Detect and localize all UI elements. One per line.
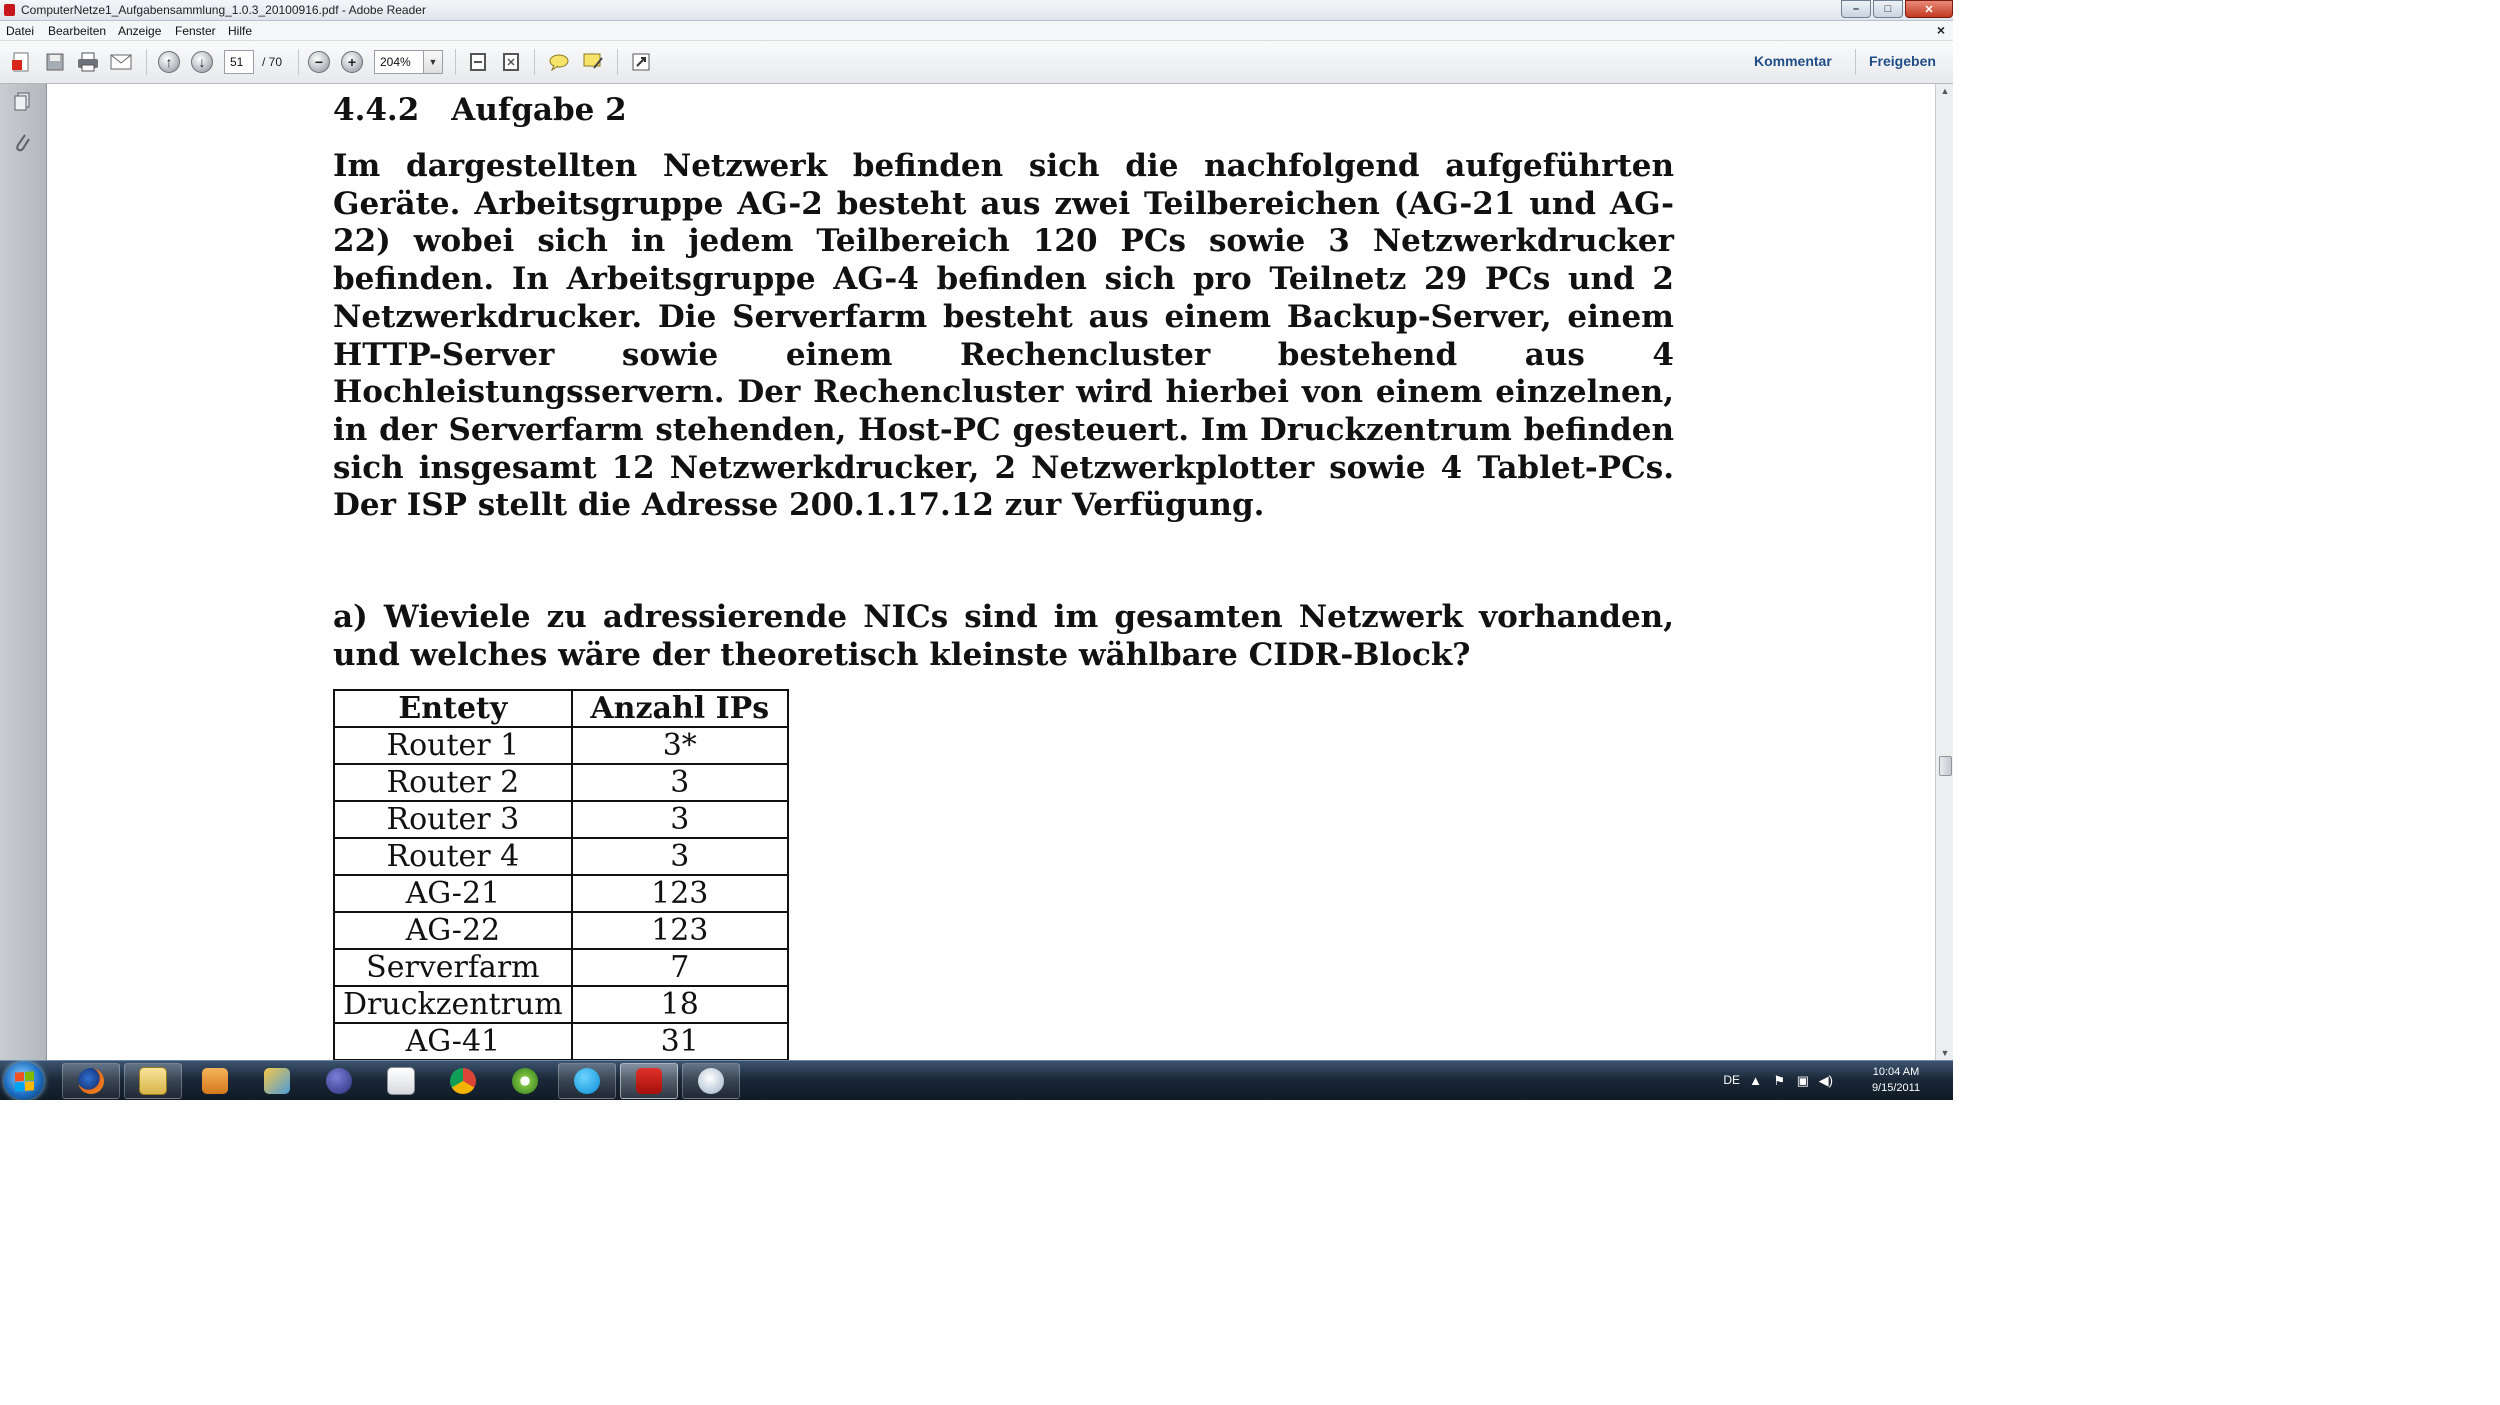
scrollbar-thumb[interactable] — [1939, 756, 1952, 776]
window-controls — [1839, 0, 1953, 18]
taskbar-document-app[interactable] — [372, 1063, 430, 1099]
start-button[interactable] — [4, 1062, 44, 1100]
table-cell: 3 — [572, 838, 788, 875]
taskbar-chrome[interactable] — [434, 1063, 492, 1099]
table-row — [334, 801, 788, 838]
windows-taskbar — [0, 1060, 1953, 1100]
scroll-up-icon[interactable]: ▲ — [1940, 86, 1950, 96]
table-cell: Router 2 — [334, 764, 572, 801]
table-cell: AG-41 — [334, 1023, 572, 1060]
window-title: ComputerNetze1_Aufgabensammlung_1.0.3_20100916.pdf - Adobe Reader — [21, 3, 426, 17]
table-cell: 3 — [572, 764, 788, 801]
navigation-panel — [0, 84, 47, 1060]
close-window-button[interactable]: ✕ — [1905, 0, 1953, 18]
title-bar — [0, 0, 1953, 21]
table-cell: AG-21 — [334, 875, 572, 912]
firefox-icon — [78, 1068, 104, 1094]
windows-logo-icon — [15, 1071, 33, 1090]
toolbar-separator — [617, 49, 618, 75]
table-header-cell: Entety — [334, 690, 572, 727]
toolbar-separator — [298, 49, 299, 75]
language-indicator[interactable]: DE — [1723, 1073, 1740, 1087]
table-cell: Router 3 — [334, 801, 572, 838]
taskbar-eclipse[interactable] — [310, 1063, 368, 1099]
folder-icon — [139, 1067, 167, 1095]
table-row — [334, 912, 788, 949]
taskbar-feather-app[interactable] — [248, 1063, 306, 1099]
paint-icon — [698, 1068, 724, 1094]
maximize-button[interactable]: □ — [1873, 0, 1903, 18]
print-icon[interactable] — [75, 49, 101, 75]
table-cell: 31 — [572, 1023, 788, 1060]
taskbar-media-player[interactable] — [186, 1063, 244, 1099]
color-wheel-icon — [512, 1068, 538, 1094]
page-total: / 70 — [262, 55, 283, 69]
action-center-flag-icon[interactable]: ⚑ — [1773, 1073, 1785, 1088]
share-link[interactable]: Freigeben — [1869, 53, 1936, 69]
volume-icon[interactable]: ◀) — [1818, 1073, 1833, 1088]
minimize-button[interactable]: – — [1841, 0, 1871, 18]
table-cell: 3 — [572, 801, 788, 838]
table-header-cell: Anzahl IPs — [572, 690, 788, 727]
table-header-row — [334, 690, 788, 727]
fit-width-icon[interactable] — [498, 49, 524, 75]
scroll-down-icon[interactable]: ▼ — [1940, 1048, 1950, 1058]
taskbar-paint-app[interactable] — [682, 1063, 740, 1099]
zoom-input[interactable] — [374, 50, 424, 74]
clock-time: 10:04 AM — [1872, 1066, 1920, 1078]
page-number-input[interactable] — [224, 50, 254, 74]
fullscreen-icon[interactable] — [628, 49, 654, 75]
table-row — [334, 875, 788, 912]
toolbar-separator — [1855, 49, 1856, 75]
zoom-in-icon[interactable]: + — [339, 49, 365, 75]
table-row — [334, 727, 788, 764]
table-cell: 3* — [572, 727, 788, 764]
zoom-out-icon[interactable]: − — [306, 49, 332, 75]
previous-page-icon[interactable]: ↑ — [156, 49, 182, 75]
section-heading — [333, 92, 627, 128]
skype-icon — [574, 1068, 600, 1094]
adobe-reader-icon — [4, 4, 15, 16]
menu-bearbeiten[interactable]: Bearbeiten — [48, 24, 107, 38]
table-cell: AG-22 — [334, 912, 572, 949]
highlight-icon[interactable] — [580, 49, 606, 75]
clock-date: 9/15/2011 — [1871, 1082, 1921, 1094]
table-row — [334, 986, 788, 1023]
feather-icon — [264, 1068, 290, 1094]
menu-anzeige[interactable]: Anzeige — [118, 24, 162, 38]
taskbar-adobe-reader[interactable] — [620, 1063, 678, 1099]
system-clock[interactable] — [1861, 1064, 1931, 1096]
table-cell: 7 — [572, 949, 788, 986]
email-icon[interactable] — [108, 49, 134, 75]
table-row — [334, 838, 788, 875]
taskbar-color-app[interactable] — [496, 1063, 554, 1099]
section-number: 4.4.2 — [333, 92, 420, 128]
taskbar-skype[interactable] — [558, 1063, 616, 1099]
zoom-dropdown-icon[interactable]: ▼ — [423, 50, 443, 74]
save-icon[interactable] — [42, 49, 68, 75]
next-page-icon[interactable]: ↓ — [189, 49, 215, 75]
toolbar-separator — [146, 49, 147, 75]
question-a: a) Wieviele zu adressierende NICs sind im gesamten Netzwerk vorhanden, und welches wäre der theoretisch kleinste wählbare CIDR-Block? — [333, 599, 1674, 673]
comment-link[interactable]: Kommentar — [1754, 53, 1832, 69]
attachments-icon[interactable] — [10, 130, 34, 154]
table-cell: Serverfarm — [334, 949, 572, 986]
table-cell: Router 1 — [334, 727, 572, 764]
task-paragraph: Im dargestellten Netzwerk befinden sich die nachfolgend aufgeführten Geräte. Arbeitsgruppe AG-2 besteht aus zwei Teilbereichen (AG-21 und AG-22) wobei sich in jedem Teilbereich 120 PCs sowie 3 Netzwerkdrucker befinden. In Arbeitsgruppe AG-4 befinden sich pro Teilnetz 29 PCs und 2 Netzwerkdrucker. Die Serverfarm besteht aus einem Backup-Server, einem HTTP-Server sowie einem Rechencluster bestehend aus 4 Hochleistungsservern. Der Rechencluster wird hierbei von einem einzelnen, in der Serverfarm stehenden, Host-PC gesteuert. Im Druckzentrum befinden sich insgesamt 12 Netzwerkdrucker, 2 Netzwerkplotter sowie 4 Tablet-PCs. Der ISP stellt die Adresse 200.1.17.12 zur Verfügung. — [333, 148, 1674, 524]
document-view — [47, 84, 1935, 1060]
section-title: Aufgabe 2 — [451, 92, 627, 128]
table-cell: Druckzentrum — [334, 986, 572, 1023]
menu-hilfe[interactable]: Hilfe — [228, 24, 253, 38]
menu-bar — [0, 21, 1953, 41]
close-document-icon[interactable]: × — [1936, 22, 1945, 38]
chrome-icon — [450, 1068, 476, 1094]
ip-count-table — [333, 689, 789, 1060]
toolbar — [0, 41, 1953, 84]
table-row — [334, 1023, 788, 1060]
toolbar-separator — [455, 49, 456, 75]
network-icon[interactable]: ▣ — [1796, 1073, 1809, 1088]
vertical-scrollbar[interactable] — [1935, 84, 1953, 1060]
comment-bubble-icon[interactable] — [546, 49, 572, 75]
menu-fenster[interactable]: Fenster — [175, 24, 216, 38]
table-cell: 18 — [572, 986, 788, 1023]
fit-page-icon[interactable] — [465, 49, 491, 75]
media-player-icon — [202, 1068, 228, 1094]
table-cell: 123 — [572, 912, 788, 949]
table-cell: 123 — [572, 875, 788, 912]
show-hidden-icons-icon[interactable]: ▲ — [1749, 1073, 1762, 1088]
table-row — [334, 949, 788, 986]
create-pdf-icon[interactable] — [8, 49, 34, 75]
document-icon — [387, 1067, 415, 1095]
table-row — [334, 764, 788, 801]
toolbar-separator — [534, 49, 535, 75]
taskbar-explorer[interactable] — [124, 1063, 182, 1099]
taskbar-firefox[interactable] — [62, 1063, 120, 1099]
eclipse-icon — [326, 1068, 352, 1094]
page-thumbnails-icon[interactable] — [10, 90, 34, 114]
table-cell: Router 4 — [334, 838, 572, 875]
menu-datei[interactable]: Datei — [6, 24, 35, 38]
adobe-reader-icon — [636, 1068, 662, 1094]
